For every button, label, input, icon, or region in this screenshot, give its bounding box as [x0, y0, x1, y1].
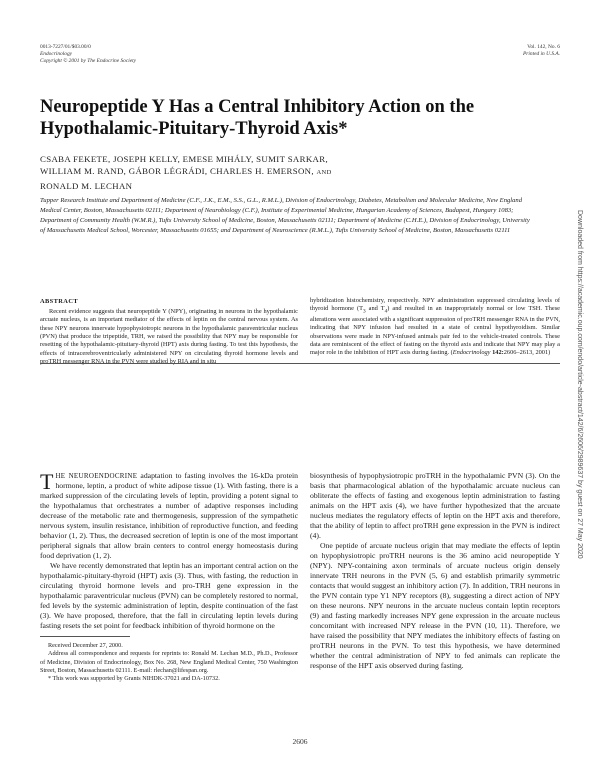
author-line-2: WILLIAM M. RAND, GÁBOR LÉGRÁDI, CHARLES H. EMERSON, AND: [40, 166, 332, 177]
intro-paragraph-4: One peptide of arcuate nucleus origin that may mediate the effects of leptin on hypophysiotropic proTRH neurons is the 36 amino acid neuropeptide Y (NPY). NPY-containing axon terminals of arcuate nucleus origin densely innervate TRH neurons in the PVN (5, 6) and establish primarily symmetric contacts that would suggest an inhibitory action (7). In addition, TRH neurons in the PVN contain type Y1 NPY receptors (8), suggesting a direct action of NPY on these neurons. NPY neurons in the arcuate nucleus contain leptin receptors (9) and fasting markedly increases NPY gene expression in the arcuate nucleus concomitant with increased NPY release in the PVN (10, 11). Therefore, we have raised the possibility that NPY mediates the inhibitory effects of fasting on proTRH neurons in the PVN. To test this hypothesis, we have determined whether the central administration of NPY to fed animals can replicate the response of the HPT axis observed during fasting.: [310, 541, 560, 670]
author-and: AND: [316, 169, 332, 177]
journal-citation: Endocrinology: [452, 349, 491, 357]
abstract-right-column: hybridization histochemistry, respectively. NPY administration suppressed circulating levels of thyroid hormone ($T_3$ and $T_4$) and resulted in an inappropriately normal or low TSH. These alterations were associated with a significant suppression of proTRH messenger RNA in the PVN, indicating that NPY infusion had resulted in a state of central hypothyroidism. Similar observations were made in NPY-infused animals pair fed to the vehicle-treated controls. These data are reminiscent of the effect of fasting on the thyroid axis and indicate that NPY may play a major role in the inhibition of HPT axis during fasting. (Endocrinology 142:2606–2613, 2001): [310, 297, 560, 357]
footnotes: [40, 642, 298, 683]
volume-line: Vol. 142, No. 6: [527, 44, 560, 50]
footnote-support: * This work was supported by Grants NIHDK-37021 and DA-10732.: [48, 675, 220, 683]
abstract-heading: ABSTRACT: [40, 298, 79, 305]
author-list: [40, 153, 510, 192]
footnote-received: Received December 27, 2000.: [48, 642, 123, 649]
intro-paragraph-3: biosynthesis of hypophysiotropic proTRH in the hypothalamic PVN (3). On the basis that pharmacological ablation of the hypothalamic arcuate nucleus can obliterate the effects of fasting and exogenous leptin administration to fasting animals on the HPT axis (4), we have further hypothesized that the arcuate nucleus mediates the regulatory effects of leptin on the HPT axis and therefore, that the ability of leptin to affect proTRH gene expression in the PVN is indirect (4).: [310, 471, 560, 540]
abstract-divider: [40, 363, 560, 364]
intro-paragraph-2: We have recently demonstrated that leptin has an important central action on the hypothalamic-pituitary-thyroid (HPT) axis (3). Thus, with fasting, the reduction in circulating thyroid hormone levels and pro-TRH gene expression in the hypothalamic paraventricular nucleus (PVN) can be completely restored to normal, fed levels by the systemic administration of leptin, despite continuation of the fast (3). We have proposed, therefore, that the fall in circulating leptin levels during fasting resets the set point for feedback inhibition of thyroid hormone on the: [40, 561, 298, 630]
issn-line: 0013-7227/01/$03.00/0: [40, 44, 91, 50]
drop-cap: T: [40, 469, 54, 494]
journal-name: Endocrinology: [40, 51, 73, 57]
author-line-3: RONALD M. LECHAN: [40, 180, 133, 191]
page-number: 2606: [292, 737, 308, 746]
download-watermark: Downloaded from https://academic.oup.com/endo/article-abstract/142/6/2606/2989637 by guest on 27 May 2020: [576, 210, 583, 559]
copyright-line: Copyright © 2001 by The Endocrine Society: [40, 58, 137, 64]
printed-line: Printed in U.S.A.: [523, 51, 560, 57]
author-line-1: CSABA FEKETE, JOSEPH KELLY, EMESE MIHÁLY, SUMIT SARKAR,: [40, 154, 329, 164]
journal-header-right: [523, 44, 560, 58]
footnote-address: Address all correspondence and requests for reprints to: Ronald M. Lechan M.D., Ph.D., Professor of Medicine, Division of Endocrinology, Box No. 268, New England Medical Center, 750 Washington Street, Boston, Massachusetts 02111. E-mail: rlechan@lifespan.org.: [40, 650, 298, 674]
affiliations: Tupper Research Institute and Department of Medicine (C.F., J.K., E.M., S.S., G.L., R.M.L.), Division of Endocrinology, Diabetes, Metabolism and Molecular Medicine, New England Medical Center, Boston, Massachusetts 02111; Department of Neurobiology (C.F.), Institute of Experimental Medicine, Hungarian Academy of Sciences, Budapest, Hungary 1083; Department of Community Health (W.M.R.), Tufts University School of Medicine, Boston, Massachusetts 02111; Department of Medicine (C.H.E.), Division of Endocrinology, University of Massachusetts Medical School, Worcester, Massachusetts 01655; and Department of Neuroscience (R.M.L.), Tufts University School of Medicine, Boston, Massachusetts 02111: [40, 197, 530, 234]
body-right-column: [310, 471, 560, 671]
intro-paragraph-1: THE NEUROENDOCRINE adaptation to fasting involves the 16-kDa protein hormone, leptin, a product of white adipose tissue (1). With fasting, there is a marked suppression of the circulating levels of leptin, providing a potent signal to the hypothalamus that orchestrates a number of adaptive responses including decrease of the metabolic rate and thermogenesis, suppression of the sympathetic nervous system, insulin resistance, inhibition of reproductive function, and feeding behavior (1, 2). Thus, the decreased secretion of leptin is one of the most important peripheral signals that allow brain centers to control energy homeostasis during food deprivation (1, 2).: [40, 469, 299, 560]
footnote-divider: [40, 636, 130, 637]
article-title: Neuropeptide Y Has a Central Inhibitory Action on the Hypothalamic-Pituitary-Thyroid Axis*: [40, 97, 475, 139]
journal-header-left: [40, 44, 136, 65]
abstract-left-column: Recent evidence suggests that neuropeptide Y (NPY), originating in neurons in the hypothalamic arcuate nucleus, is an important mediator of the effects of leptin on the central nervous system. As these NPY neurons innervate hypophysiotropic neurons in the hypothalamic paraventricular nucleus (PVN) that produce the tripeptide, TRH, we raised the possibility that NPY may be responsible for resetting of the hypothalamic-pituitary-thyroid (HPT) axis during fasting. To test this hypothesis, the effects of intracerebroventricularly administered NPY on circulating thyroid hormone levels and proTRH messenger RNA in the PVN were studied by RIA and in situ: [40, 308, 298, 366]
body-left-column: [40, 471, 298, 631]
